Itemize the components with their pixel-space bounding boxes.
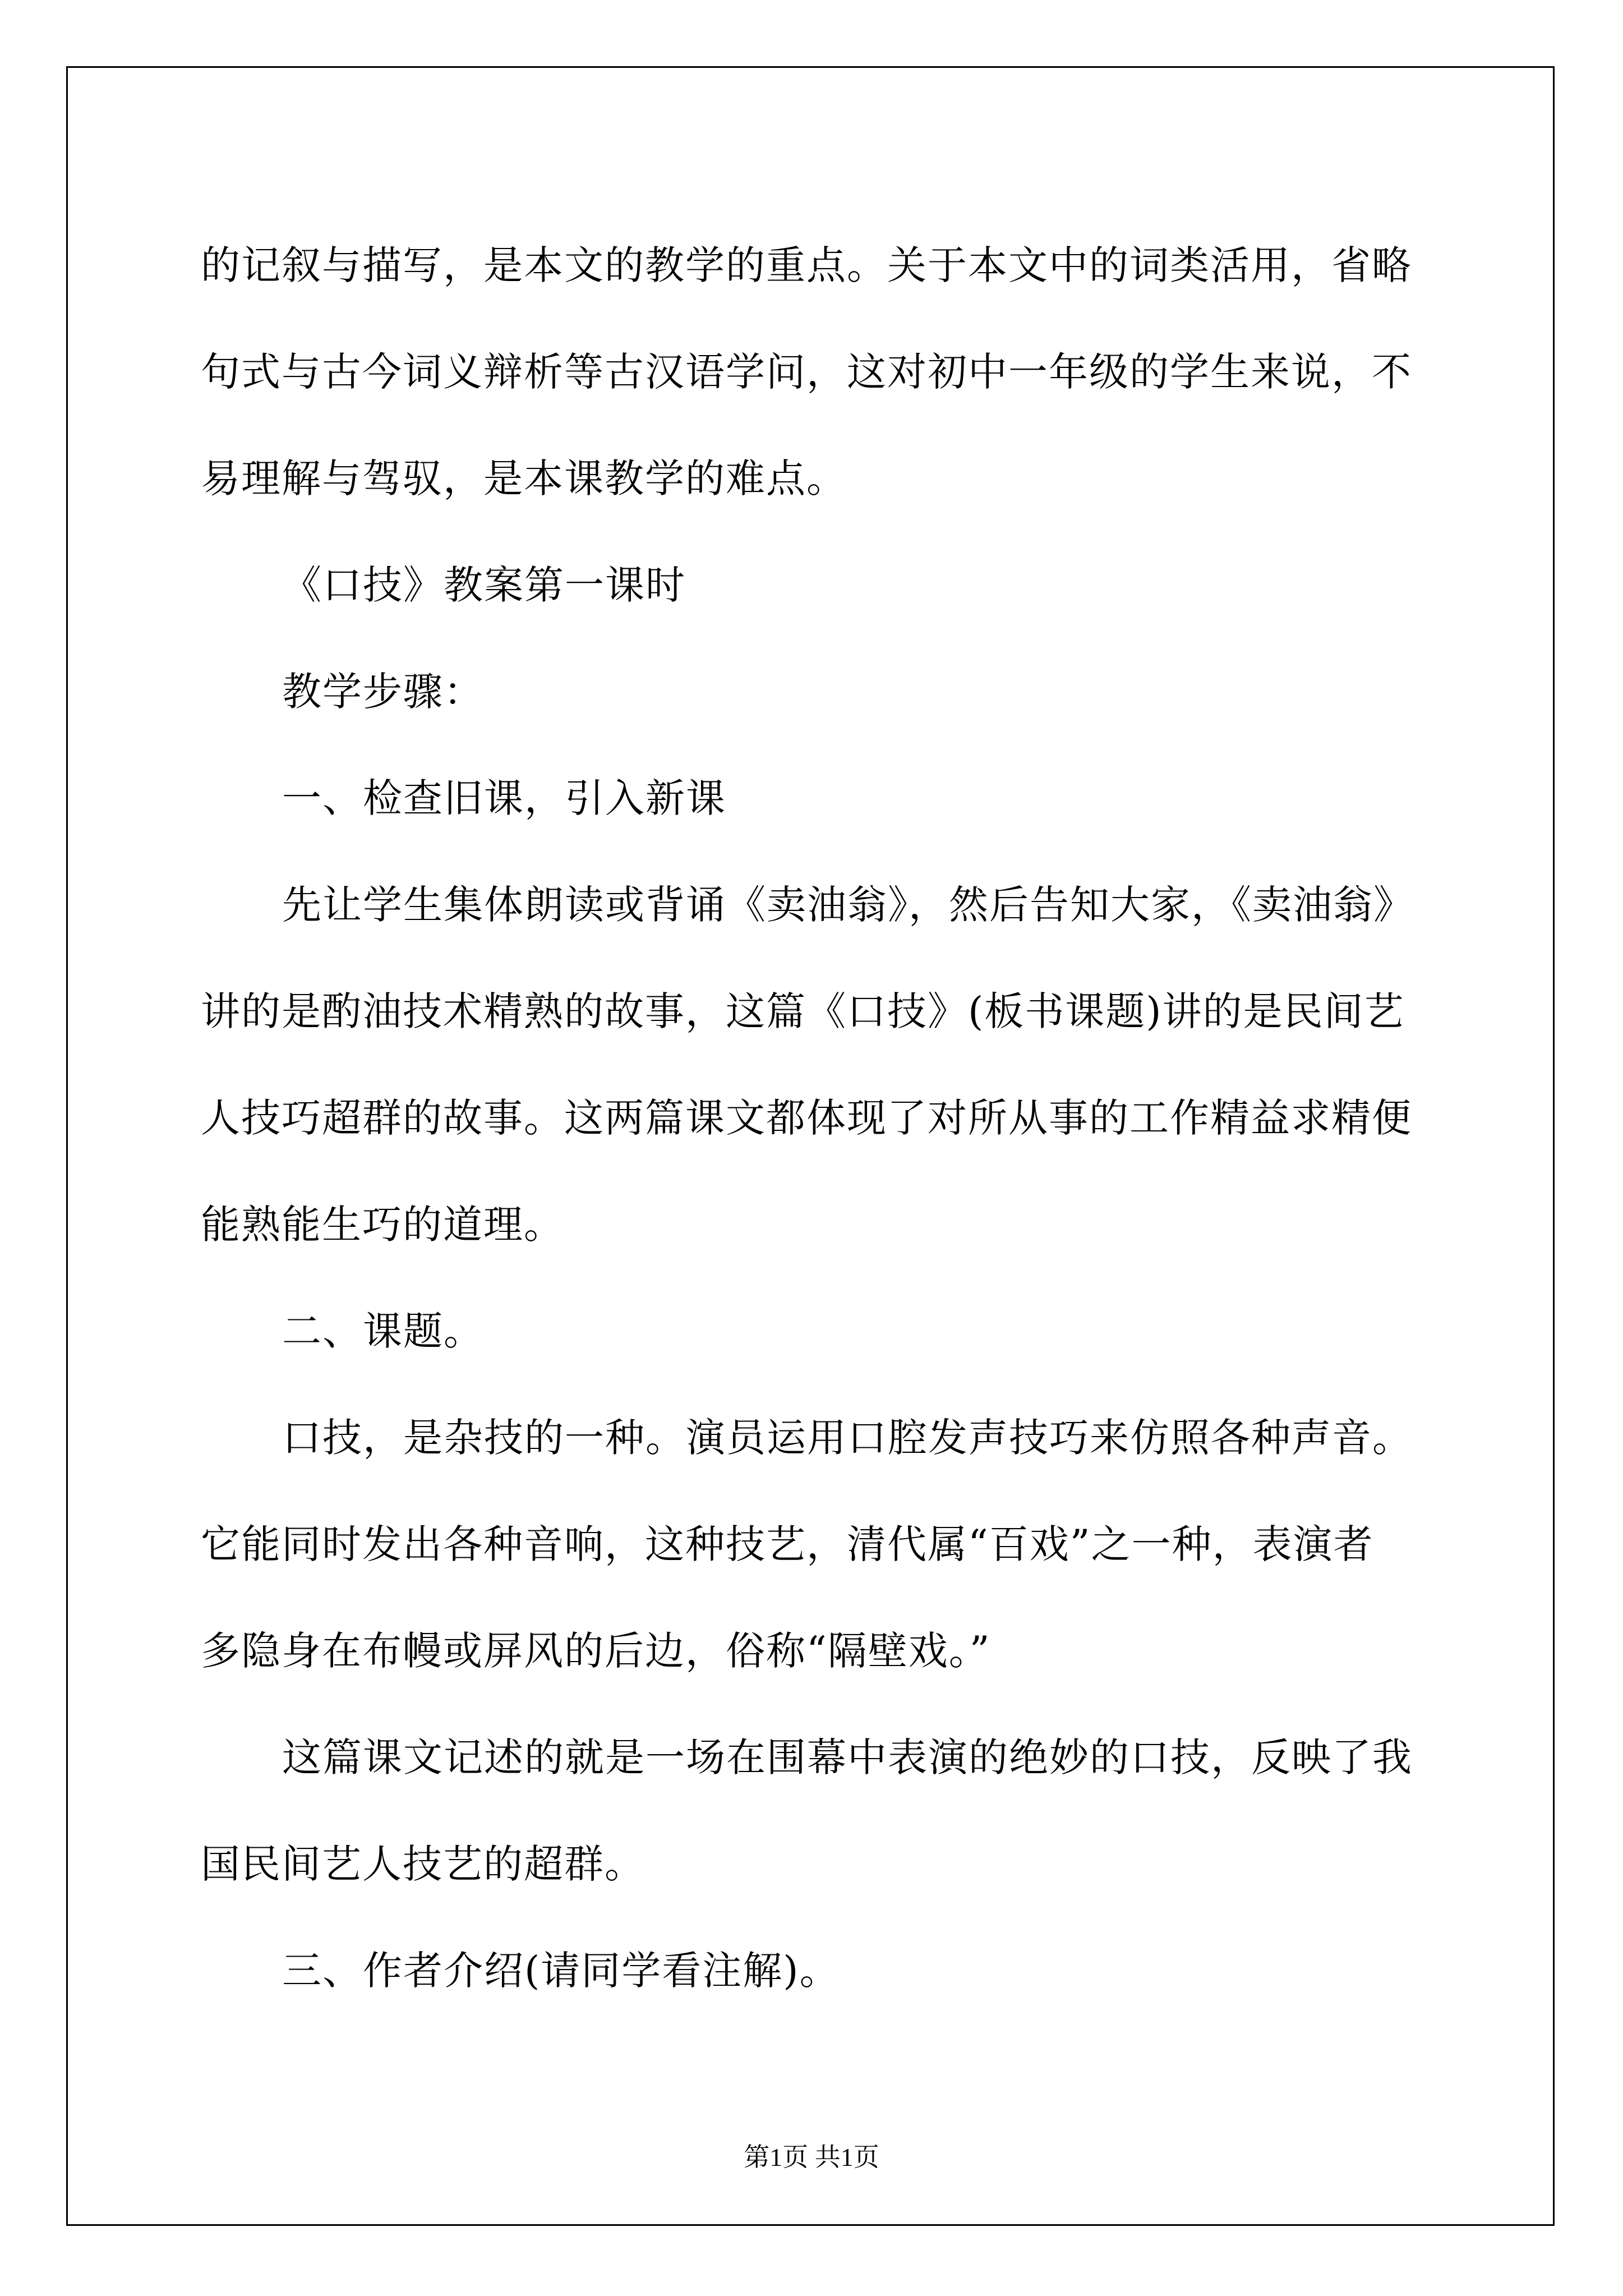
lesson-title: 《口技》教案第一课时 — [282, 562, 686, 608]
page-footer: 第1页 共1页 — [744, 2143, 879, 2171]
text-line: 人技巧超群的故事。这两篇课文都体现了对所从事的工作精益求精便 — [201, 1095, 1412, 1141]
text-line: 这篇课文记述的就是一场在围幕中表演的绝妙的口技，反映了我 — [282, 1734, 1413, 1780]
text-line: 能熟能生巧的道理。 — [201, 1202, 564, 1248]
text-line: 句式与古今词义辩析等古汉语学问，这对初中一年级的学生来说，不 — [201, 349, 1412, 395]
text-line: 口技，是杂技的一种。演员运用口腔发声技巧来仿照各种声音。 — [282, 1415, 1413, 1461]
text-line: 先让学生集体朗读或背诵《卖油翁》，然后告知大家，《卖油翁》 — [282, 882, 1414, 928]
text-line: 的记叙与描写，是本文的教学的重点。关于本文中的词类活用，省略 — [201, 242, 1412, 288]
text-line: 多隐身在布幔或屏风的后边，俗称“隔壁戏。” — [201, 1628, 991, 1674]
document-body — [201, 212, 1435, 2024]
text-line: 国民间艺人技艺的超群。 — [201, 1841, 645, 1887]
text-line: 讲的是酌油技术精熟的故事，这篇《口技》(板书课题)讲的是民间艺 — [201, 988, 1405, 1034]
text-line: 它能同时发出各种音响，这种技艺，清代属“百戏”之一种，表演者 — [201, 1521, 1374, 1567]
text-line: 易理解与驾驭，是本课教学的难点。 — [201, 455, 847, 501]
section-heading: 一、检查旧课，引入新课 — [282, 775, 726, 821]
section-heading: 三、作者介绍(请同学看注解)。 — [282, 1948, 840, 1994]
section-heading: 二、课题。 — [282, 1308, 484, 1354]
section-heading: 教学步骤： — [282, 669, 484, 715]
